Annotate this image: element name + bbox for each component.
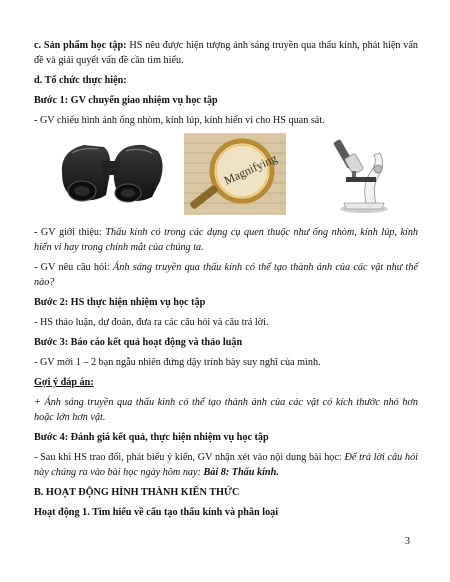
step3-heading: Bước 3: Báo cáo kết quả hoạt động và thảo luận — [34, 337, 243, 348]
hint-text: + Ánh sáng truyền qua thấu kính có thể tạo thành ảnh của các vật có kích thước nhỏ hơn hoặc lớn hơn vật. — [34, 397, 418, 423]
section-b-heading: B. HOẠT ĐỘNG HÌNH THÀNH KIẾN THỨC — [34, 487, 240, 498]
magnifier-text: Magnifying — [221, 150, 280, 188]
question-paragraph — [34, 260, 418, 290]
intro-paragraph — [34, 225, 418, 255]
question-prefix: - GV nêu câu hỏi: — [34, 262, 114, 273]
step4-italic: Để trả lời câu hỏi này chúng ra vào bài học ngày hôm nay: — [34, 452, 418, 478]
product-text: HS nêu được hiện tượng ánh sáng truyền qua thấu kính, phát hiện vấn đề và giải quyết vấn đề cần tìm hiểu. — [34, 40, 419, 66]
document-page — [34, 38, 418, 525]
binoculars-image — [54, 133, 166, 213]
step4-heading: Bước 4: Đánh giá kết quả, thực hiện nhiệm vụ học tập — [34, 432, 269, 443]
step4-prefix: - Sau khi HS trao đổi, phát biểu ý kiến, GV nhận xét vào nội dung bài học: — [34, 452, 345, 463]
microscope-image — [322, 133, 402, 215]
hint-heading: Gợi ý đáp án: — [34, 377, 94, 388]
figure-row — [34, 133, 418, 217]
question-italic: Ánh sáng truyền qua thấu kính có thể tạo thành ảnh của các vật như thế nào? — [34, 262, 418, 288]
step4-paragraph — [34, 450, 418, 480]
step1-text: - GV chiếu hình ảnh ống nhòm, kính lúp, kính hiển vi cho HS quan sát. — [34, 115, 325, 126]
page-number: 3 — [405, 536, 410, 547]
step3-text: - GV mời 1 – 2 bạn ngẫu nhiên đứng dậy trình bày suy nghĩ của mình. — [34, 357, 321, 368]
product-label: c. Sản phẩm học tập: — [34, 40, 127, 51]
product-paragraph — [34, 38, 418, 68]
step1-heading: Bước 1: GV chuyển giao nhiệm vụ học tập — [34, 95, 218, 106]
activity1-heading: Hoạt động 1. Tìm hiểu về cấu tạo thấu kính và phân loại — [34, 507, 279, 518]
intro-italic: Thấu kính có trong các dụng cụ quen thuộc như ống nhòm, kính lúp, kính hiển vi hay trong chính mắt của chúng ta. — [34, 227, 419, 253]
step2-text: - HS thảo luận, dự đoán, đưa ra các câu hỏi và câu trả lời. — [34, 317, 269, 328]
lesson-title: Bài 8: Thấu kính. — [203, 467, 279, 478]
intro-prefix: - GV giới thiệu: — [34, 227, 106, 238]
organize-heading: d. Tổ chức thực hiện: — [34, 75, 127, 86]
step2-heading: Bước 2: HS thực hiện nhiệm vụ học tập — [34, 297, 206, 308]
magnifying-glass-image — [184, 133, 286, 215]
